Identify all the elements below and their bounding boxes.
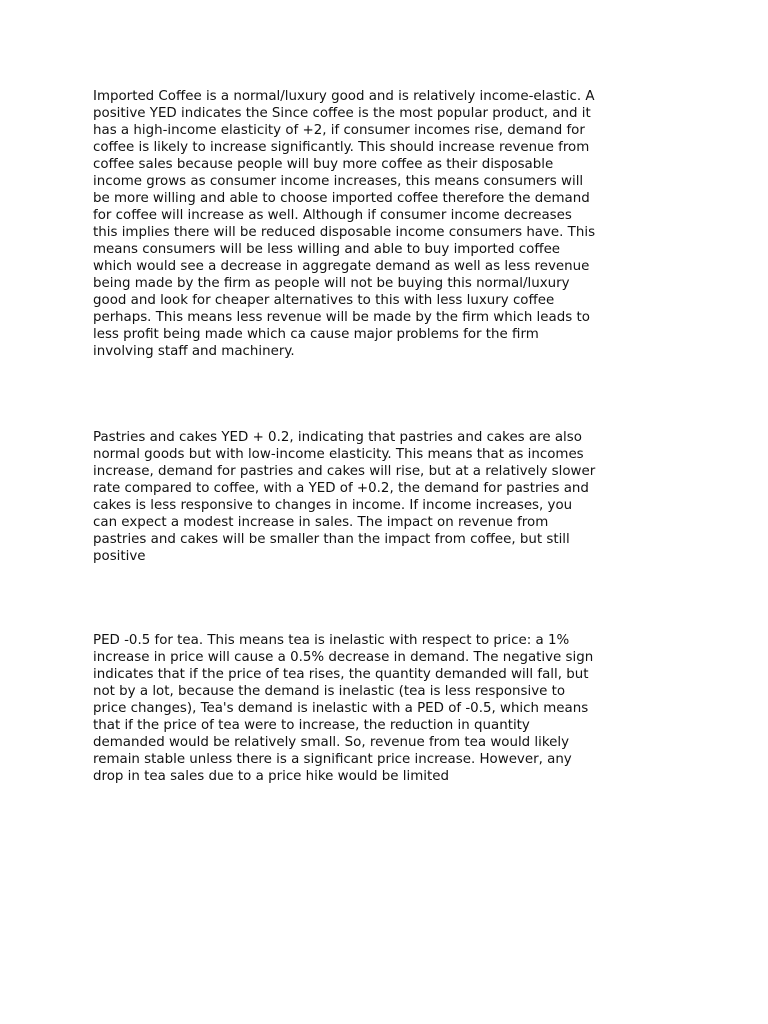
paragraph-pastries-and-cakes: Pastries and cakes YED + 0.2, indicating that pastries and cakes are also normal goods but with low-income elasticity. This means that as incomes increase, demand for pastries and cakes will rise, but at a relatively slower rate compared to coffee, with a YED of +0.2, the demand for pastries and cakes is less responsive to changes in income. If income increases, you can expect a modest increase in sales. The impact on revenue from pastries and cakes will be smaller than the impact from coffee, but still positive [93,430,596,564]
paragraph-imported-coffee: Imported Coffee is a normal/luxury good and is relatively income-elastic. A positive YED indicates the Since coffee is the most popular product, and it has a high-income elasticity of +2, if consumer incomes rise, demand for coffee is likely to increase significantly. This should increase revenue from coffee sales because people will buy more coffee as their disposable income grows as consumer income increases, this means consumers will be more willing and able to choose imported coffee therefore the demand for coffee will increase as well. Although if consumer income decreases this implies there will be reduced disposable income consumers have. This means consumers will be less willing and able to buy imported coffee which would see a decrease in aggregate demand as well as less revenue being made by the firm as people will not be buying this normal/luxury good and look for cheaper alternatives to this with less luxury coffee perhaps. This means less revenue will be made by the firm which leads to less profit being made which ca cause major problems for the firm involving staff and machinery. [93,89,596,359]
paragraph-tea: PED -0.5 for tea. This means tea is inelastic with respect to price: a 1% increase in price will cause a 0.5% decrease in demand. The negative sign indicates that if the price of tea rises, the quantity demanded will fall, but not by a lot, because the demand is inelastic (tea is less responsive to price changes), Tea's demand is inelastic with a PED of -0.5, which means that if the price of tea were to increase, the reduction in quantity demanded would be relatively small. So, revenue from tea would likely remain stable unless there is a significant price increase. However, any drop in tea sales due to a price hike would be limited [93,633,594,784]
